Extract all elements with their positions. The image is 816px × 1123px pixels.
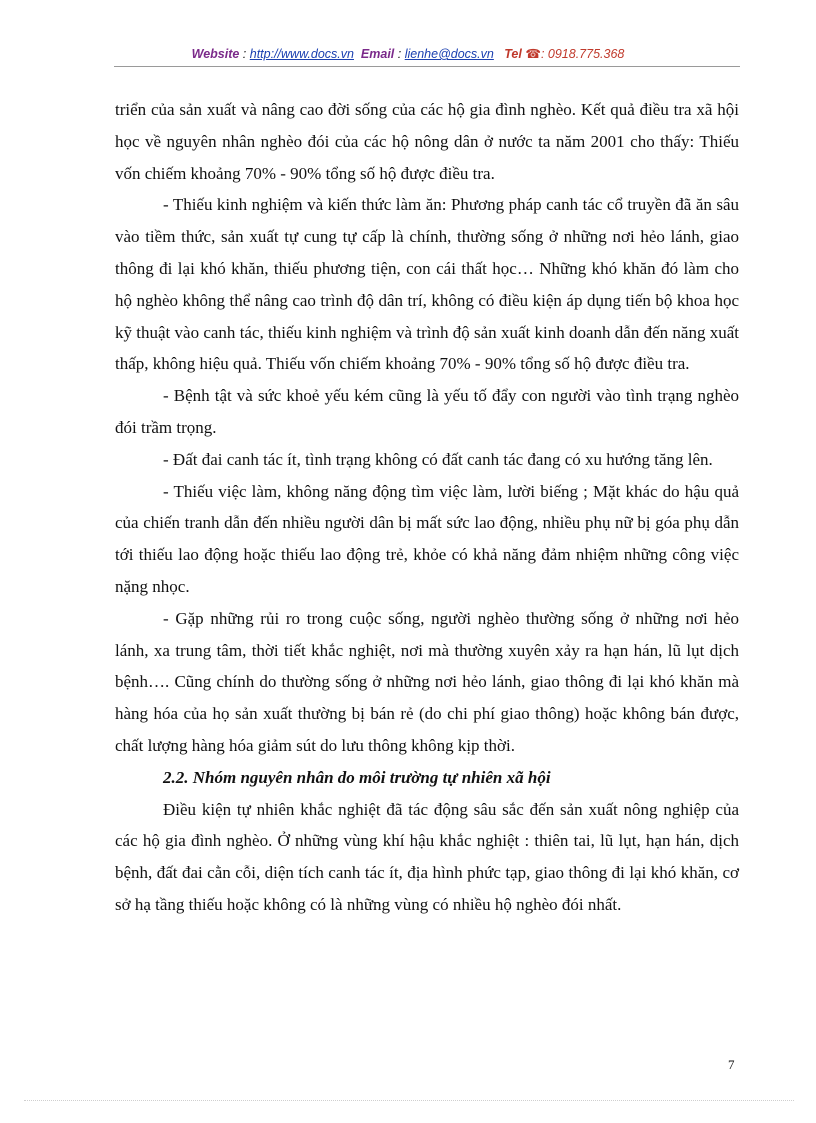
email-separator: : xyxy=(394,47,405,61)
website-label: Website xyxy=(191,47,240,61)
tel-label: Tel xyxy=(504,47,522,61)
website-separator: : xyxy=(239,47,250,61)
paragraph-1: triển của sản xuất và nâng cao đời sống của các hộ gia đình nghèo. Kết quả điều tra xã hội học về nguyên nhân nghèo đói của các hộ nông dân ở nước ta năm 2001 cho thấy: Thiếu vốn chiếm khoảng 70% - 90% tổng số hộ được điều tra. xyxy=(115,100,739,183)
paragraph-2: - Thiếu kinh nghiệm và kiến thức làm ăn: Phương pháp canh tác cổ truyền đã ăn sâu vào tiềm thức, sản xuất tự cung tự cấp là chính, thường sống ở những nơi hẻo lánh, giao thông đi lại khó khăn, thiếu phương tiện, con cái thất học… Những khó khăn đó làm cho hộ nghèo không thể nâng cao trình độ dân trí, không có điều kiện áp dụng tiến bộ khoa học kỹ thuật vào canh tác, thiếu kinh nghiệm và trình độ sản xuất kinh doanh dẫn đến năng xuất thấp, không hiệu quả. Thiếu vốn chiếm khoảng 70% - 90% tổng số hộ được điều tra. xyxy=(115,195,739,374)
page-number: 7 xyxy=(728,1057,735,1072)
website-link[interactable]: http://www.docs.vn xyxy=(249,47,354,61)
paragraph-5: - Thiếu việc làm, không năng động tìm việc làm, lười biếng ; Mặt khác do hậu quả của chiến tranh dẫn đến nhiều người dân bị mất sức lao động, nhiều phụ nữ bị góa phụ dẫn tới thiếu lao động hoặc thiếu lao động trẻ, khỏe có khả năng đảm nhiệm những công việc nặng nhọc. xyxy=(115,481,739,596)
email-link[interactable]: lienhe@docs.vn xyxy=(404,47,494,61)
header-divider xyxy=(114,66,740,67)
document-body xyxy=(115,94,739,921)
paragraph-6: - Gặp những rủi ro trong cuộc sống, người nghèo thường sống ở những nơi hẻo lánh, xa trung tâm, thời tiết khắc nghiệt, nơi mà thường xuyên xảy ra hạn hán, lũ lụt dịch bệnh…. Cũng chính do thường sống ở những nơi hẻo lánh, giao thông đi lại khó khăn mà hàng hóa của họ sản xuất thường bị bán rẻ (do chi phí giao thông) hoặc không bán được, chất lượng hàng hóa giảm sút do lưu thông không kịp thời. xyxy=(115,608,739,755)
paragraph-3: - Bệnh tật và sức khoẻ yếu kém cũng là yếu tố đẩy con người vào tình trạng nghèo đói trầm trọng. xyxy=(115,386,739,437)
section-heading: 2.2. Nhóm nguyên nhân do môi trường tự nhiên xã hội xyxy=(163,767,551,787)
page-header xyxy=(0,46,816,61)
tel-number: : 0918.775.368 xyxy=(540,47,625,61)
paragraph-7: Điều kiện tự nhiên khắc nghiệt đã tác động sâu sắc đến sản xuất nông nghiệp của các hộ gia đình nghèo. Ở những vùng khí hậu khắc nghiệt : thiên tai, lũ lụt, hạn hán, dịch bệnh, đất đai cằn cỗi, diện tích canh tác ít, địa hình phức tạp, giao thông đi lại khó khăn, cơ sở hạ tầng thiếu hoặc không có là những vùng có nhiều hộ nghèo đói nhất. xyxy=(115,799,739,914)
phone-icon: ☎ xyxy=(525,47,541,61)
page-bottom-divider xyxy=(24,1100,794,1101)
email-label: Email xyxy=(360,47,395,61)
paragraph-4: - Đất đai canh tác ít, tình trạng không có đất canh tác đang có xu hướng tăng lên. xyxy=(163,449,713,469)
